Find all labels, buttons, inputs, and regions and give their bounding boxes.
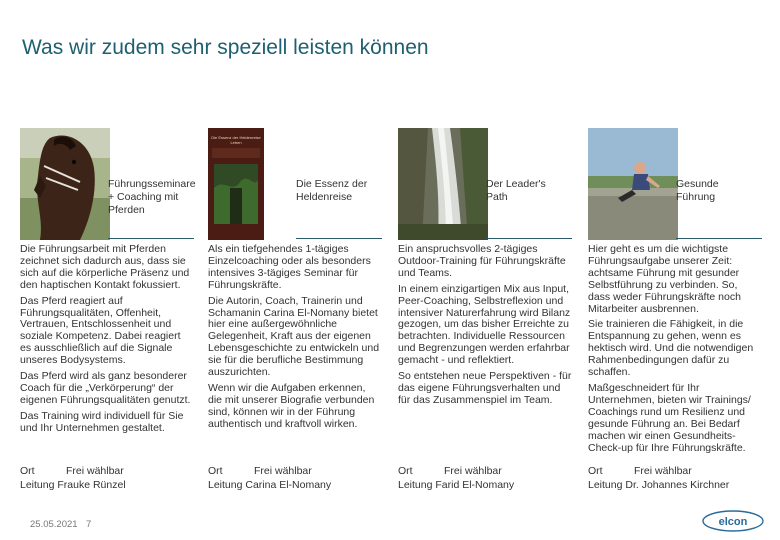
description-paragraph: Hier geht es um die wichtigste Führungsaufgabe unserer Zeit: achtsame Führung mit gesunder Selbstführung zu verbinden. So, dass weder Führungskräfte noch Mitarbeiter ausbrennen. — [588, 243, 741, 315]
relaxation-photo — [588, 128, 678, 240]
description-paragraph: Wenn wir die Aufgaben erkennen, die mit unserer Biografie verbunden sind, können wir in der Führung authentisch und kraftvoll wirken. — [208, 381, 375, 430]
book-cover — [208, 128, 298, 240]
location-label: Ort — [208, 465, 223, 477]
location-label: Ort — [588, 465, 603, 477]
location-label: Ort — [398, 465, 413, 477]
footer-date: 25.05.2021 — [30, 519, 78, 530]
waterfall-photo — [398, 128, 488, 240]
offer-lead: Leitung Frauke Rünzel — [20, 479, 126, 491]
description-paragraph: So entstehen neue Perspektiven - für das eigene Führungsverhalten und für das Zusammenspiel im Team. — [398, 370, 572, 406]
offer-caption: Die Essenz der Heldenreise — [296, 178, 368, 203]
location-value: Frei wählbar — [254, 465, 312, 477]
offer-location — [208, 464, 388, 478]
description-paragraph: Als ein tiefgehendes 1-tägiges Einzelcoaching oder als besonders intensives 3-tägiges Seminar für Führungskräfte. — [208, 243, 371, 291]
caption-divider — [296, 238, 382, 239]
offer-column-heldenreise — [208, 128, 382, 498]
description-paragraph: In einem einzigartigen Mix aus Input, Peer-Coaching, Selbstreflexion und intensiver Naturerfahrung wird Bilanz gezogen, um das bisher Erreichte zu betrachten. Individuelle Ressourcen und Begrenzungen werden erfahrbar gemacht - und reflektiert. — [398, 282, 571, 367]
location-label: Ort — [20, 465, 35, 477]
location-value: Frei wählbar — [444, 465, 502, 477]
description-paragraph: Ein anspruchsvolles 2-tägiges Outdoor-Training für Führungskräfte und Teams. — [398, 243, 566, 279]
description-paragraph: Sie trainieren die Fähigkeit, in die Entspannung zu gehen, wenn es hektisch wird. Und die notwendigen Rahmenbedingungen dafür zu schaffen. — [588, 318, 754, 379]
caption-divider — [486, 238, 572, 239]
description-paragraph: Die Führungsarbeit mit Pferden zeichnet sich dadurch aus, dass sie sich auf die körperliche Präsenz und den haptischen Kontakt fokussiert. — [20, 243, 190, 291]
location-value: Frei wählbar — [634, 465, 692, 477]
offer-caption: Führungsseminare + Coaching mit Pferden — [108, 178, 196, 216]
offer-location — [398, 464, 578, 478]
offer-description — [208, 244, 382, 435]
description-paragraph: Das Training wird individuell für Sie und Ihr Unternehmen gestaltet. — [20, 409, 184, 434]
elcon-logo — [702, 510, 764, 532]
offer-description — [20, 244, 194, 439]
caption-divider — [676, 238, 762, 239]
book-cover-title: Die Essenz der Heldenreise Leben — [211, 135, 261, 145]
description-paragraph: Das Pferd reagiert auf Führungsqualitäten, Offenheit, Vertrauen, Entschlossenheit und soziale Kompetenz. Dabei reagiert es ausschließlich auf die Signale unseres Bodysystems. — [20, 294, 181, 367]
offer-description — [398, 244, 572, 411]
offer-description — [588, 244, 762, 458]
location-value: Frei wählbar — [66, 465, 124, 477]
offer-caption: Gesunde Führung — [676, 178, 719, 203]
offer-column-gesunde-fuehrung — [588, 128, 762, 498]
offer-lead: Leitung Carina El-Nomany — [208, 479, 332, 491]
offer-location — [588, 464, 768, 478]
offer-caption: Der Leader's Path — [486, 178, 546, 203]
offer-lead: Leitung Dr. Johannes Kirchner — [588, 479, 730, 491]
description-paragraph: Das Pferd wird als ganz besonderer Coach für die „Verkörperung“ der eigenen Führungsqualitäten genutzt. — [20, 370, 191, 406]
offer-column-leaders-path — [398, 128, 572, 498]
offer-column-horse — [20, 128, 194, 498]
offer-location — [20, 464, 200, 478]
horse-photo — [20, 128, 110, 240]
description-paragraph: Die Autorin, Coach, Trainerin und Schamanin Carina El-Nomany bietet hier eine außergewöhnliche Gelegenheit, Kraft aus der eigenen Lebensgeschichte zu entwickeln und sie für die berufliche Bestimmung auszurichten. — [208, 294, 380, 379]
page-title: Was wir zudem sehr speziell leisten können — [22, 36, 429, 59]
footer-page-number: 7 — [86, 519, 92, 530]
logo-text: elcon — [718, 516, 748, 528]
offer-lead: Leitung Farid El-Nomany — [398, 479, 515, 491]
caption-divider — [108, 238, 194, 239]
description-paragraph: Maßgeschneidert für Ihr Unternehmen, bieten wir Trainings/ Coachings rund um Resilienz und gesunde Führung an. Bei Bedarf machen wir einen Gesundheits-Check-up für Ihre Führungskräfte. — [588, 381, 751, 454]
